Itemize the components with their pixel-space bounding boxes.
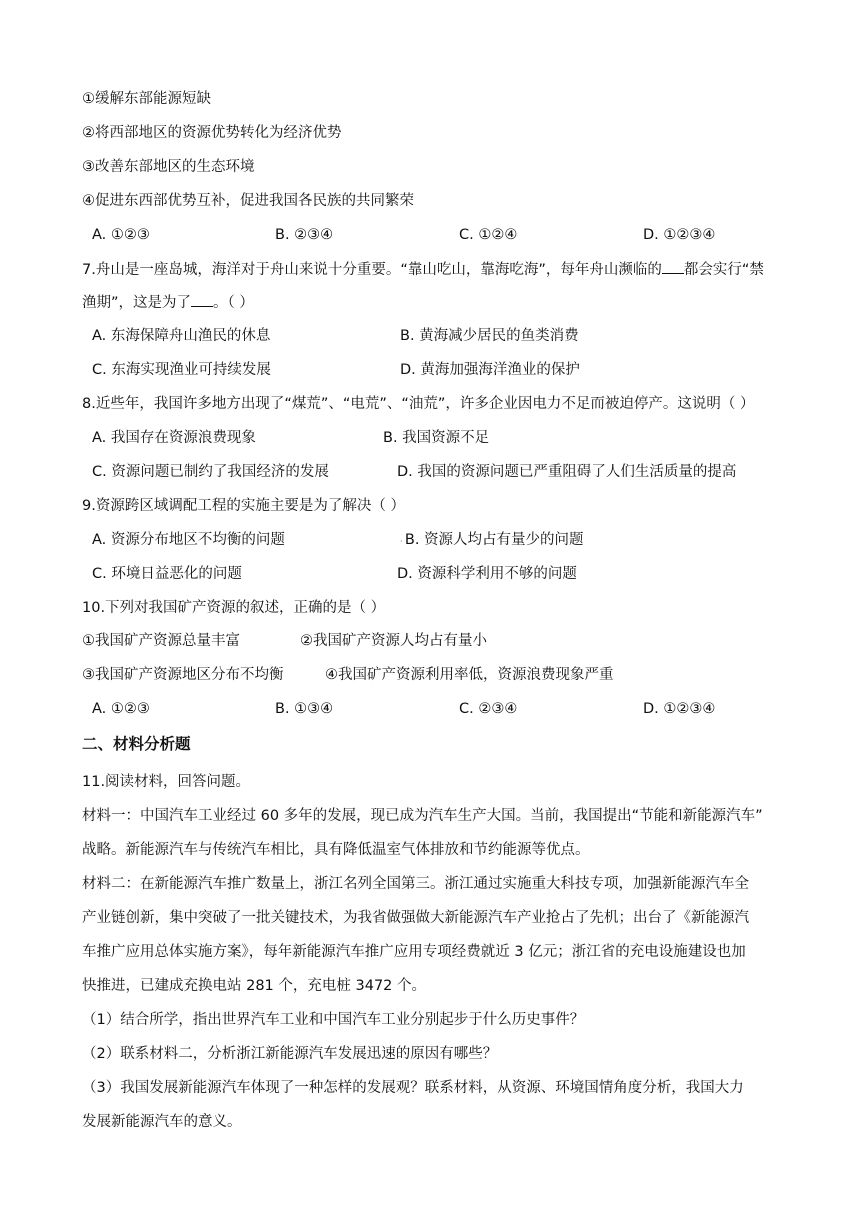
q10-item-1: ①我国矿产资源总量丰富 [82, 633, 240, 649]
q8-stem: 8.近些年，我国许多地方出现了“煤荒”、“电荒”、“油荒”，许多企业因电力不足而被迫停产。这说明（ ） [82, 396, 755, 412]
q11-material2-line2: 产业链创新，集中突破了一批关键技术，为我省做强做大新能源汽车产业抢占了先机；出台了《新能源汽 [82, 910, 749, 926]
section-title: 二、材料分析题 [82, 735, 191, 753]
q6-item-1: ①缓解东部能源短缺 [82, 91, 211, 107]
q10-stem: 10.下列对我国矿产资源的叙述，正确的是（ ） [82, 600, 386, 616]
q9-option-b[interactable] [400, 530, 584, 552]
q9-option-a[interactable]: A. 资源分布地区不均衡的问题 [92, 532, 285, 548]
q11-subquestion-3-line2: 发展新能源汽车的意义。 [82, 1114, 242, 1130]
q10-option-b[interactable]: B. ①③④ [275, 701, 334, 717]
q7-stem-part2: 都会实行“禁 [683, 262, 764, 278]
q11-material1-line2: 战略。新能源汽车与传统汽车相比，具有降低温室气体排放和节约能源等优点。 [82, 842, 590, 858]
q9-stem: 9.资源跨区域调配工程的实施主要是为了解决（ ） [82, 498, 405, 514]
q9-option-c[interactable]: C. 环境日益恶化的问题 [92, 566, 242, 582]
q7-blank-1 [662, 259, 684, 274]
q6-item-2: ②将西部地区的资源优势转化为经济优势 [82, 125, 342, 141]
q10-option-a[interactable]: A. ①②③ [92, 701, 150, 717]
q10-item-2: ②我国矿产资源人均占有量小 [300, 633, 487, 649]
q7-stem-part3: 渔期”，这是为了 [82, 295, 192, 311]
q7-stem-line2 [82, 292, 254, 313]
q6-option-c[interactable]: C. ①②④ [459, 227, 518, 243]
q10-item-3: ③我国矿产资源地区分布不均衡 [82, 667, 284, 683]
q7-blank-2 [191, 292, 213, 307]
q11-material2-line1: 材料二：在新能源汽车推广数量上，浙江名列全国第三。浙江通过实施重大科技专项，加强新能源汽车全 [82, 876, 749, 892]
q7-stem-line1 [82, 259, 764, 280]
q9-option-b-label: B. 资源人均占有量少的问题 [404, 532, 584, 548]
q7-stem-part4: 。（ ） [213, 295, 254, 311]
q6-option-d[interactable]: D. ①②③④ [643, 227, 716, 243]
q7-option-b[interactable]: B. 黄海减少居民的鱼类消费 [400, 328, 579, 344]
q6-item-3: ③改善东部地区的生态环境 [82, 159, 255, 175]
q11-material1-line1: 材料一：中国汽车工业经过 60 多年的发展，现已成为汽车生产大国。当前，我国提出“节能和新能源汽车” [82, 808, 763, 824]
q11-material2-line3: 车推广应用总体实施方案》，每年新能源汽车推广应用专项经费就近 3 亿元；浙江省的充电设施建设也加 [82, 944, 746, 960]
q8-option-a[interactable]: A. 我国存在资源浪费现象 [92, 430, 256, 446]
q7-option-c[interactable]: C. 东海实现渔业可持续发展 [92, 362, 271, 378]
q11-material2-line4: 快推进，已建成充换电站 281 个，充电桩 3472 个。 [82, 978, 427, 994]
q6-item-4: ④促进东西部优势互补，促进我国各民族的共同繁荣 [82, 193, 414, 209]
q11-subquestion-2: （2）联系材料二，分析浙江新能源汽车发展迅速的原因有哪些？ [82, 1046, 498, 1062]
q6-option-b[interactable]: B. ②③④ [275, 227, 334, 243]
q11-subquestion-3-line1: （3）我国发展新能源汽车体现了一种怎样的发展观？联系材料，从资源、环境国情角度分析，我国大力 [82, 1080, 744, 1096]
q7-stem-part1: 7.舟山是一座岛城，海洋对于舟山来说十分重要。“靠山吃山，靠海吃海”，每年舟山濒临的 [82, 262, 662, 278]
q10-item-4: ④我国矿产资源利用率低，资源浪费现象严重 [325, 667, 614, 683]
q10-option-c[interactable]: C. ②③④ [459, 701, 518, 717]
q8-option-b[interactable]: B. 我国资源不足 [383, 430, 490, 446]
q11-stem: 11.阅读材料，回答问题。 [82, 774, 251, 790]
q7-option-a[interactable]: A. 东海保障舟山渔民的休息 [92, 328, 271, 344]
q6-option-a[interactable]: A. ①②③ [92, 227, 150, 243]
q8-option-d[interactable]: D. 我国的资源问题已严重阻碍了人们生活质量的提高 [397, 464, 737, 480]
q10-option-d[interactable]: D. ①②③④ [643, 701, 716, 717]
q7-option-d[interactable]: D. 黄海加强海洋渔业的保护 [400, 362, 580, 378]
q9-option-d[interactable]: D. 资源科学利用不够的问题 [397, 566, 577, 582]
q11-subquestion-1: （1）结合所学，指出世界汽车工业和中国汽车工业分别起步于什么历史事件？ [82, 1012, 585, 1028]
stray-dot-marker: · [400, 537, 403, 547]
q8-option-c[interactable]: C. 资源问题已制约了我国经济的发展 [92, 464, 329, 480]
